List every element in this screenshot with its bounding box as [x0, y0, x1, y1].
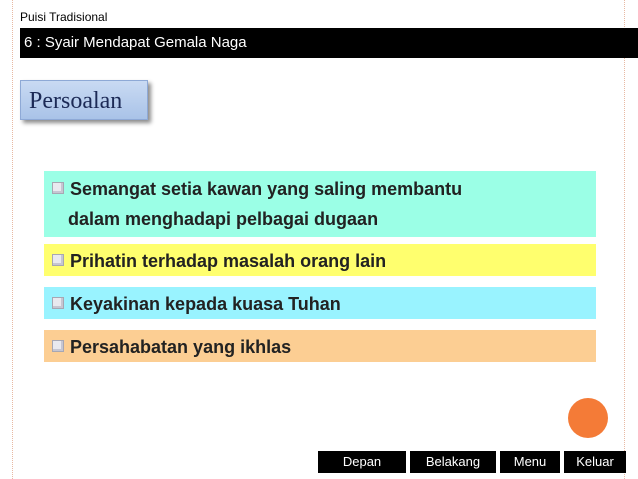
section-heading-box	[20, 80, 148, 120]
item-text: Semangat setia kawan yang saling membantu	[70, 179, 463, 199]
item-text: Prihatin terhadap masalah orang lain	[70, 251, 387, 271]
persoalan-item	[44, 287, 596, 319]
persoalan-item	[44, 330, 596, 362]
section-heading: Persoalan	[29, 88, 123, 114]
persoalan-item	[44, 244, 596, 276]
nav-belakang-button[interactable]: Belakang	[410, 451, 496, 473]
category-label: Puisi Tradisional	[20, 10, 108, 24]
bullet-icon	[52, 297, 64, 309]
slide-title: 6 : Syair Mendapat Gemala Naga	[20, 28, 638, 58]
persoalan-item	[44, 171, 596, 237]
item-text: dalam menghadapi pelbagai dugaan	[68, 209, 379, 229]
nav-depan-button[interactable]: Depan	[318, 451, 406, 473]
bullet-icon	[52, 182, 64, 194]
bullet-icon	[52, 254, 64, 266]
nav-menu-button[interactable]: Menu	[500, 451, 560, 473]
item-text: Keyakinan kepada kuasa Tuhan	[70, 294, 341, 314]
frame-left-border	[12, 0, 13, 479]
nav-keluar-button[interactable]: Keluar	[564, 451, 626, 473]
orange-circle-decoration	[568, 398, 608, 438]
frame-right-border	[624, 0, 625, 479]
bullet-icon	[52, 340, 64, 352]
item-text: Persahabatan yang ikhlas	[70, 337, 292, 357]
